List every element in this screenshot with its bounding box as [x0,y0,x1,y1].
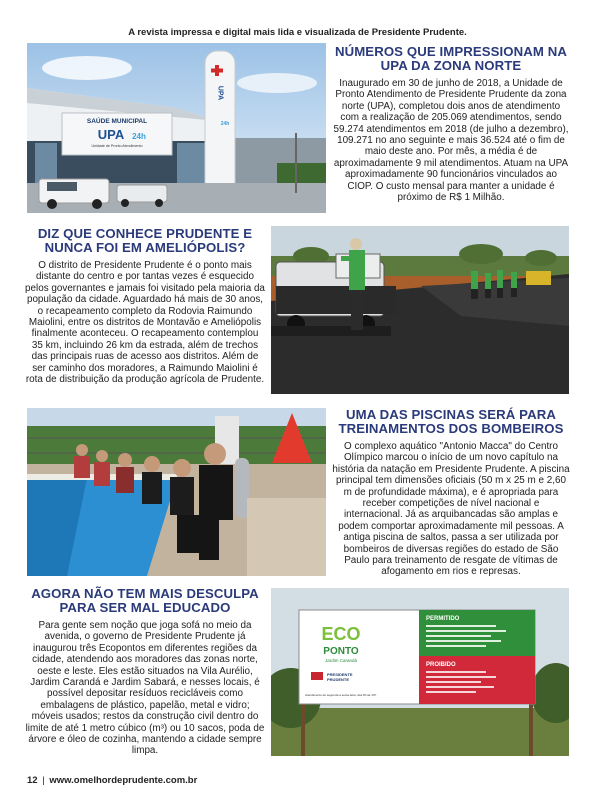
article-headline: UMA DAS PISCINAS SERÁ PARA TREINAMENTOS DOS BOMBEIROS [338,407,564,436]
article-body: O complexo aquático "Antonio Macca" do Centro Olímpico marcou o início de um novo capítulo na história da natação em Presidente Prudente. A piscina principal tem dimensões oficiais (50 m x 25 m e 2,60 m de profundidade máxima), e é apropriada para receber competições de nível nacional e internacional. Já as arquibancadas são amplas e podem comportar aproximadamente mil pessoas. A antiga piscina de saltos, passa a ser utilizada por bombeiros de diversas regiões do estado de São Paulo para treinamento de resgate de vítimas de afogamento em rios e represas. [332,441,570,578]
page-footer [27,775,197,786]
brand-line-2: PRUDENTE [327,677,350,682]
article-upa [332,45,570,203]
article-piscinas [332,408,570,578]
article-body: O distrito de Presidente Prudente é o ponto mais distante do centro e por tantas vezes é esquecido pelos governantes e jamais foi visitado pela maioria da população da cidade. Aguardado há mais de 30 anos, o recapeamento completo da Rodovia Raimundo Maiolini, entre os distritos de Montavão e Ameliópolis finalmente aconteceu. O recapeamento contemplou 35 km, incluindo 26 km da estrada, além de trechos das principais ruas de acesso aos distritos. Além de ser caminho dos moradores, a Raimundo Maiolini é rota de distribuição da produção agrícola de Prudente. [25,260,265,386]
sign-logo-text: UPA [97,127,125,142]
page-number: 12 [27,775,38,786]
upa-building-photo [27,43,326,213]
website-link[interactable]: www.omelhordeprudente.com.br [49,775,198,786]
magazine-tagline: A revista impressa e digital mais lida e visualizada de Presidente Prudente. [128,27,467,38]
ecoponto-sign-photo [271,588,569,756]
article-headline: NÚMEROS QUE IMPRESSIONAM NA UPA DA ZONA NORTE [334,44,568,73]
brand-line-1: PRESIDENTE [327,672,353,677]
sign-main-text: SAÚDE MUNICIPAL [86,118,148,125]
ecoponto-location: Jardim Carandá [324,658,358,663]
article-headline: AGORA NÃO TEM MAIS DESCULPA PARA SER MAL EDUCADO [31,586,259,615]
sign-sub-text: Unidade de Pronto Atendimento [91,144,143,148]
tower-suffix: 24h [220,121,230,127]
permitido-title: PERMITIDO [426,616,460,622]
article-body: Inaugurado em 30 de junho de 2018, a Unidade de Pronto Atendimento de Presidente Prudente da zona norte (UPA), completou dois anos de atendimento com a realização de 205.069 atendimentos, sendo 59.274 atendimentos em 2018 (de julho a dezembro), 109.271 no ano seguinte e mais 36.524 até o fim de maio deste ano. Por mês, a média é de aproximadamente 9 mil atendimentos. Atuam na UPA aproximadamente 90 funcionários vinculados ao CIOP. O custo mensal para manter a unidade é próximo de R$ 1 Milhão. [333,78,569,204]
tower-text: UPA [216,85,224,101]
article-headline: DIZ QUE CONHECE PRUDENTE E NUNCA FOI EM AMELIÓPOLIS? [37,226,253,255]
article-ecopontos [25,587,265,757]
road-paving-photo [271,226,569,394]
article-ameliopolis [25,227,265,385]
article-body: Para gente sem noção que joga sofá no meio da avenida, o governo de Presidente Prudente já inaugurou três Ecopontos em diferentes regiões da cidade, atendendo aos moradores das zonas norte, oeste e leste. Eles estão situados na Vila Aurélio, Jardim Carandá e Jardim Sabará, e nesses locais, é possível depositar resíduos recicláveis como embalagens de plástico, papelão, metal e vidro; móveis usados; restos da construção civil dentro do limite de até 1 metro cúbico (m³) ou 10 sacos, poda de árvore e óleo de cozinha, mantendo a cidade sempre limpa. [25,620,265,757]
proibido-title: PROIBIDO [426,662,456,668]
footer-separator: | [42,775,45,786]
pool-firefighters-photo [27,408,326,576]
eco-word: ECO [321,624,361,644]
ponto-word: PONTO [323,646,359,657]
sign-logo-suffix: 24h [132,132,146,141]
ecoponto-hours: Atendimento de segunda a sexta-feira, das 8h às 17h. [305,693,378,697]
